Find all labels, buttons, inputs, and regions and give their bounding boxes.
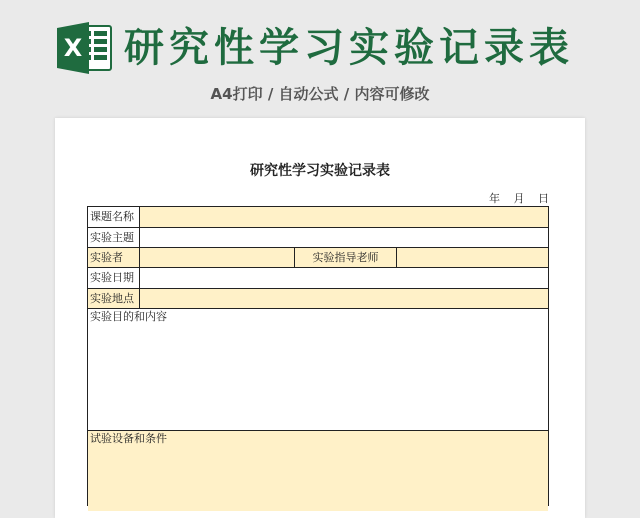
page-subtitle: A4打印 / 自动公式 / 内容可修改 xyxy=(210,85,430,103)
label-purpose: 实验目的和内容 xyxy=(90,310,167,323)
row-equipment[interactable] xyxy=(88,431,548,511)
page-title: 研究性学习实验记录表 xyxy=(124,25,574,71)
row-topic xyxy=(88,207,548,228)
date-year: 年 xyxy=(489,192,500,205)
input-date[interactable] xyxy=(140,268,548,288)
label-location: 实验地点 xyxy=(88,289,140,308)
label-topic: 课题名称 xyxy=(88,207,140,227)
input-location[interactable] xyxy=(140,289,548,308)
row-experimenter xyxy=(88,248,548,268)
row-purpose[interactable] xyxy=(88,309,548,431)
label-date: 实验日期 xyxy=(88,268,140,288)
label-subject: 实验主题 xyxy=(88,228,140,247)
row-date xyxy=(88,268,548,289)
header xyxy=(0,0,640,110)
input-topic[interactable] xyxy=(140,207,548,227)
date-month: 月 xyxy=(513,192,525,205)
excel-icon xyxy=(55,20,113,76)
input-experimenter[interactable] xyxy=(140,248,294,267)
record-form xyxy=(87,206,549,506)
row-location xyxy=(88,289,548,309)
document-title: 研究性学习实验记录表 xyxy=(250,163,390,179)
date-day: 日 xyxy=(538,192,549,205)
document-page xyxy=(55,118,585,518)
date-line xyxy=(489,193,549,205)
label-equipment: 试验设备和条件 xyxy=(90,432,167,445)
logo-letter: X xyxy=(63,34,83,62)
label-experimenter: 实验者 xyxy=(88,248,140,267)
label-advisor: 实验指导老师 xyxy=(294,248,396,267)
input-subject[interactable] xyxy=(140,228,548,247)
input-advisor[interactable] xyxy=(396,248,548,267)
row-subject xyxy=(88,228,548,248)
